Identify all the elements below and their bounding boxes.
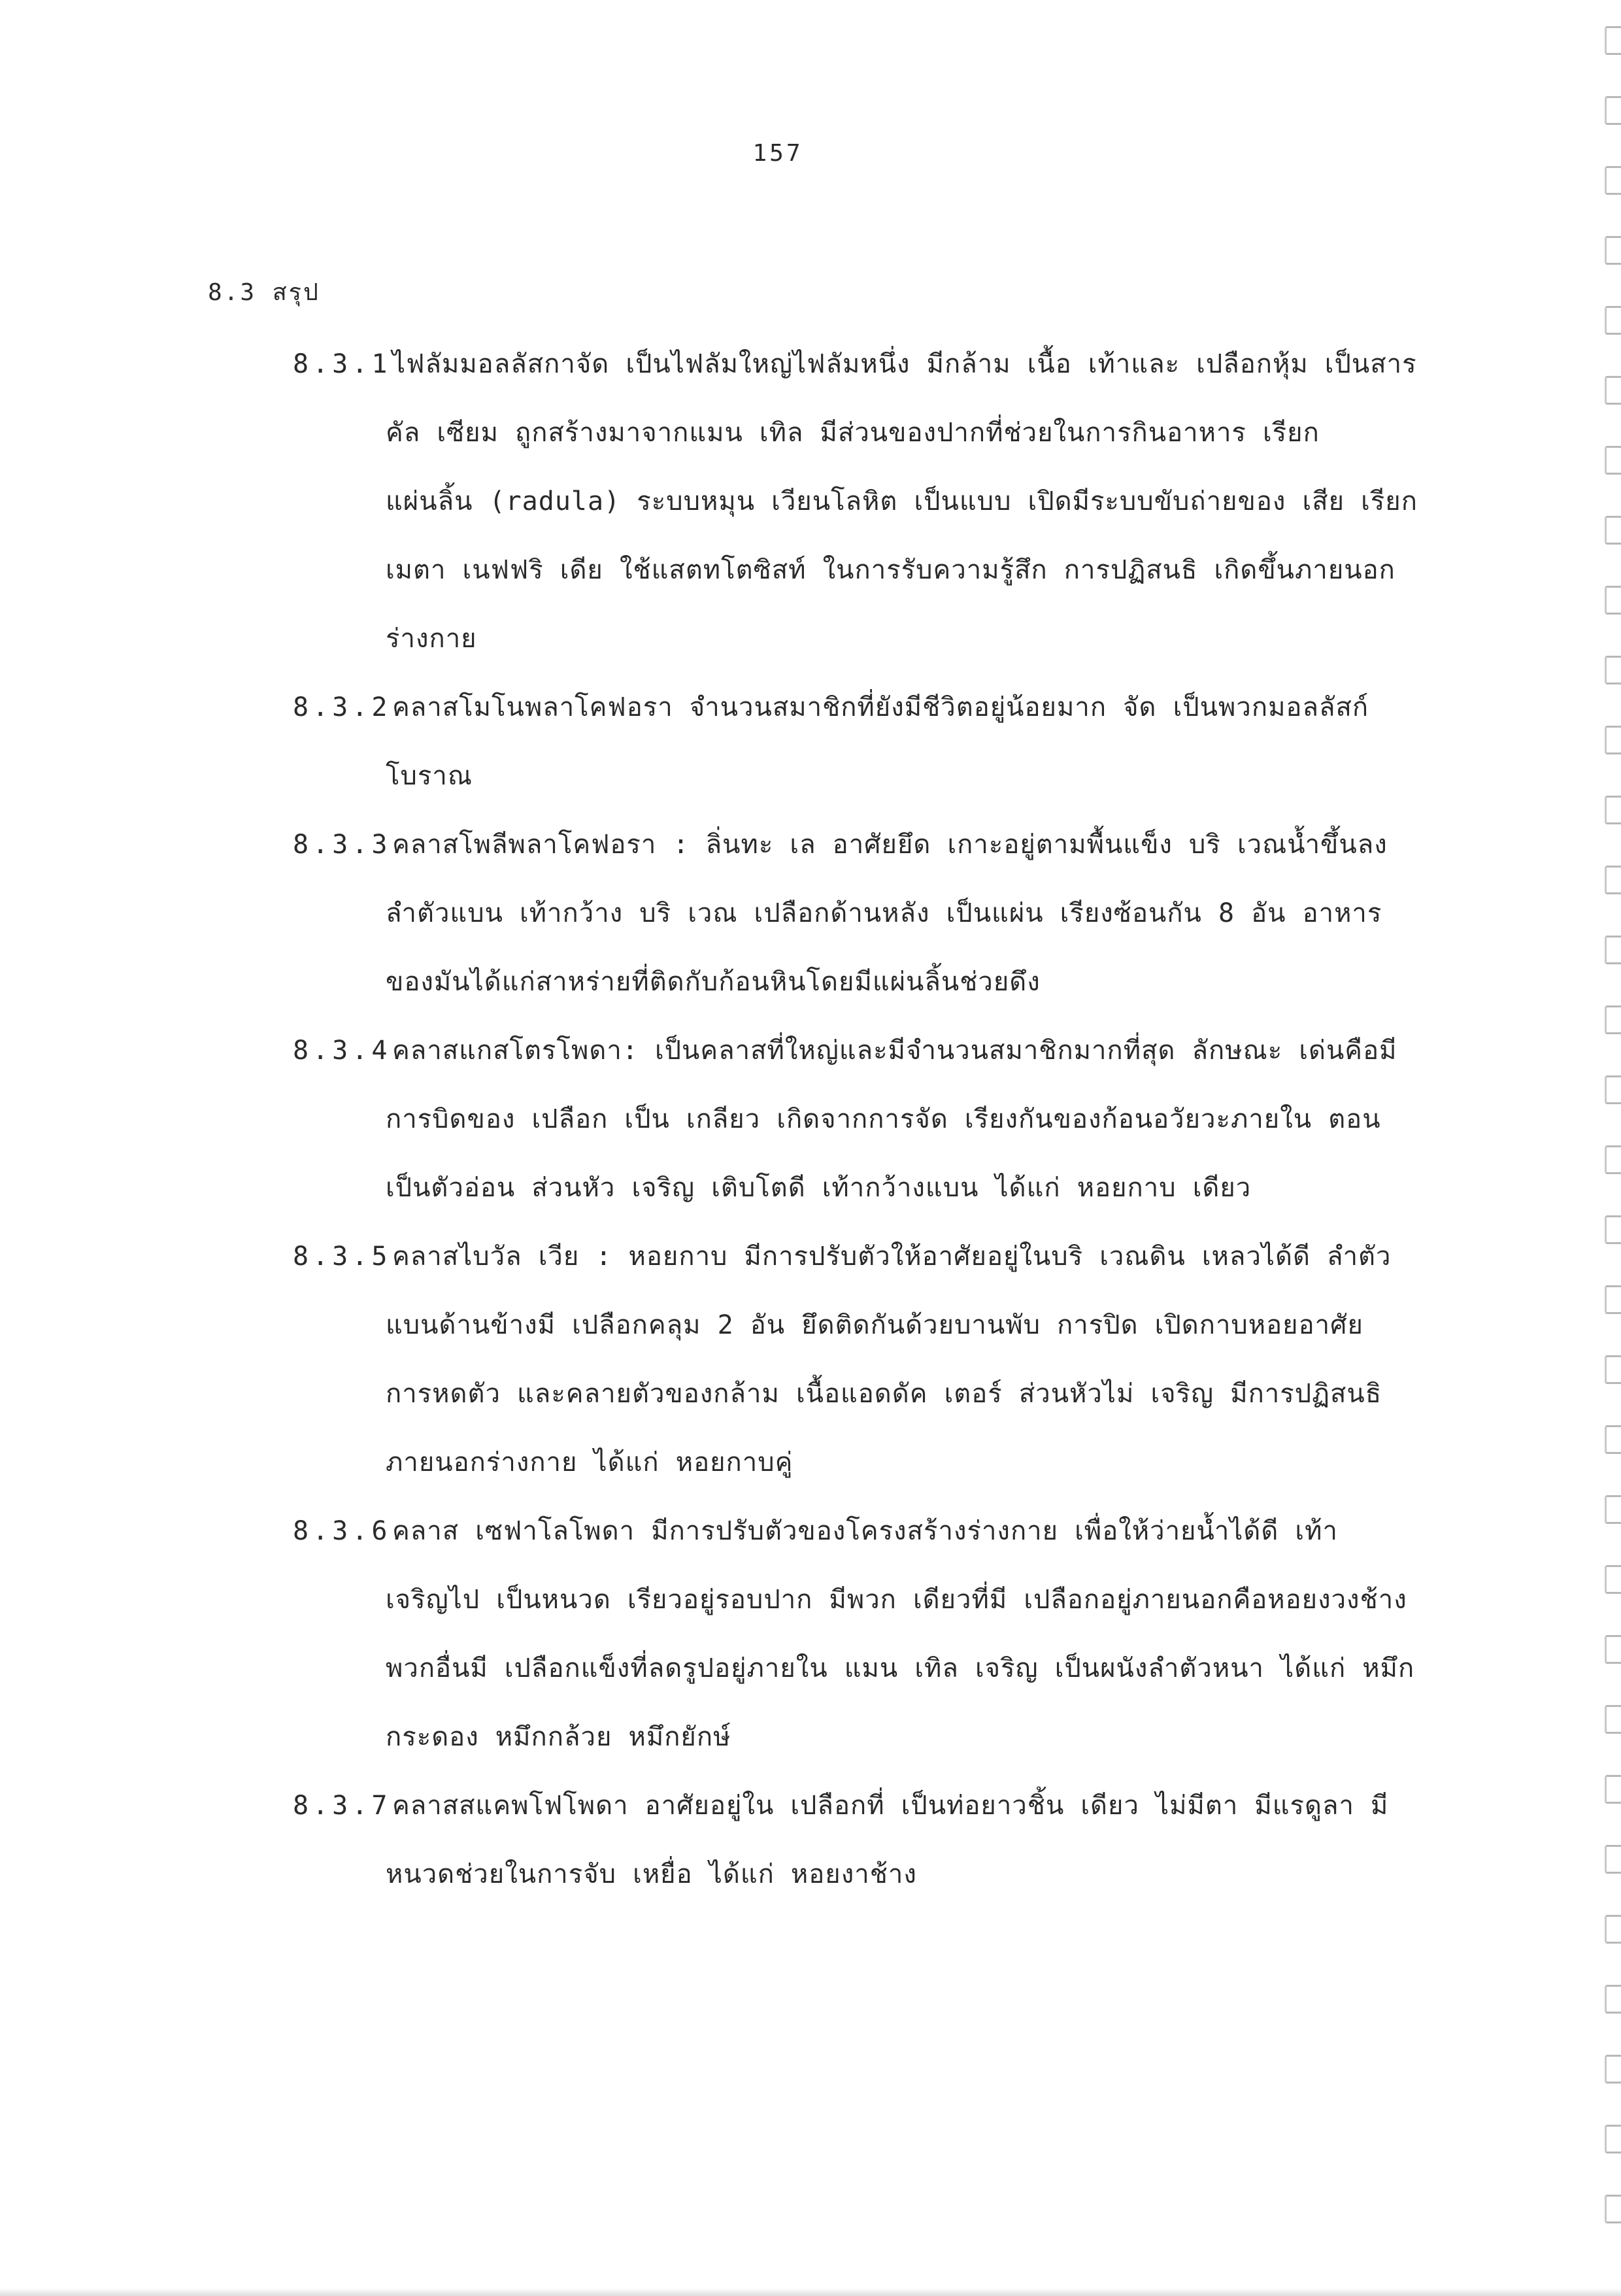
binder-hole (1605, 2195, 1621, 2223)
binder-hole (1605, 1985, 1621, 2014)
binder-hole (1605, 1145, 1621, 1174)
line-text: แผ่นลิ้น (radula) ระบบหมุน เวียนโลหิต เป็นแบบ เปิดมีระบบขับถ่ายของ เสีย เรียก (386, 486, 1418, 516)
item-number: 8.3.2 (293, 692, 392, 722)
summary-item (0, 1497, 1621, 1772)
text-line (0, 330, 1621, 399)
text-line (0, 1085, 1621, 1154)
line-text: ของมันได้แก่สาหร่ายที่ติดกับก้อนหินโดยมีแผ่นลิ้นช่วยดึง (386, 967, 1041, 997)
summary-item (0, 811, 1621, 1017)
text-line (0, 1634, 1621, 1703)
text-line (0, 1497, 1621, 1566)
text-line (0, 1772, 1621, 1840)
binder-hole (1605, 516, 1621, 545)
item-number: 8.3.7 (293, 1791, 392, 1821)
binder-hole (1605, 586, 1621, 615)
binder-hole (1605, 1845, 1621, 1874)
line-text: เป็นตัวอ่อน ส่วนหัว เจริญ เติบโตดี เท้ากว้างแบน ได้แก่ หอยกาบ เดียว (386, 1173, 1252, 1203)
line-text: ภายนอกร่างกาย ได้แก่ หอยกาบคู่ (386, 1447, 794, 1477)
line-text: กระดอง หมึกกล้วย หมึกยักษ์ (386, 1722, 731, 1752)
binder-hole (1605, 1705, 1621, 1734)
binder-hole (1605, 1775, 1621, 1804)
binder-hole (1605, 1425, 1621, 1454)
binder-hole (1605, 1005, 1621, 1034)
line-text: แบนด้านข้างมี เปลือกคลุม 2 อัน ยึดติดกันด้วยบานพับ การปิด เปิดกาบหอยอาศัย (386, 1310, 1363, 1340)
line-text: คลาสสแคพโฟโพดา อาศัยอยู่ใน เปลือกที่ เป็นท่อยาวชิ้น เดียว ไม่มีตา มีแรดูลา มี (392, 1791, 1389, 1821)
line-text: คลาสไบวัล เวีย : หอยกาบ มีการปรับตัวให้อาศัยอยู่ในบริ เวณดิน เหลวได้ดี ลำตัว (392, 1241, 1392, 1272)
line-text: พวกอื่นมี เปลือกแข็งที่ลดรูปอยู่ภายใน แมน เทิล เจริญ เป็นผนังลำตัวหนา ได้แก่ หมึก (386, 1653, 1415, 1683)
page-number: 157 (752, 140, 803, 167)
text-line (0, 399, 1621, 467)
binder-hole (1605, 1075, 1621, 1104)
summary-item (0, 1223, 1621, 1497)
line-text: หนวดช่วยในการจับ เหยื่อ ได้แก่ หอยงาช้าง (386, 1859, 917, 1889)
binder-hole (1605, 2125, 1621, 2153)
summary-content (0, 330, 1621, 1909)
line-text: โบราณ (386, 761, 473, 791)
line-text: คลาสโมโนพลาโคฟอรา จำนวนสมาชิกที่ยังมีชีวิตอยู่น้อยมาก จัด เป็นพวกมอลลัสก์ (392, 692, 1369, 722)
line-text: ไฟลัมมอลลัสกาจัด เป็นไฟลัมใหญ่ไฟลัมหนึ่ง มีกล้าม เนื้อ เท้าและ เปลือกหุ้ม เป็นสาร (392, 349, 1417, 379)
text-line (0, 1703, 1621, 1772)
binder-hole (1605, 1355, 1621, 1384)
text-line (0, 673, 1621, 742)
binder-hole (1605, 1915, 1621, 1944)
page-bottom-edge (0, 2288, 1621, 2296)
line-text: ลำตัวแบน เท้ากว้าง บริ เวณ เปลือกด้านหลัง เป็นแผ่น เรียงซ้อนกัน 8 อัน อาหาร (386, 898, 1382, 928)
item-number: 8.3.6 (293, 1516, 392, 1546)
text-line (0, 1017, 1621, 1085)
line-text: เจริญไป เป็นหนวด เรียวอยู่รอบปาก มีพวก เดียวที่มี เปลือกอยู่ภายนอกคือหอยงวงช้าง (386, 1585, 1407, 1615)
binder-hole (1605, 1495, 1621, 1524)
line-text: ร่างกาย (386, 624, 477, 654)
binder-hole (1605, 1635, 1621, 1664)
text-line (0, 948, 1621, 1017)
summary-item (0, 1017, 1621, 1223)
text-line (0, 1154, 1621, 1223)
line-text: การบิดของ เปลือก เป็น เกลียว เกิดจากการจัด เรียงกันของก้อนอวัยวะภายใน ตอน (386, 1104, 1381, 1134)
binder-hole (1605, 26, 1621, 55)
text-line (0, 879, 1621, 948)
text-line (0, 1291, 1621, 1360)
text-line (0, 536, 1621, 605)
line-text: คลาสโพลีพลาโคฟอรา : ลิ่นทะ เล อาศัยยึด เกาะอยู่ตามพื้นแข็ง บริ เวณน้ำขึ้นลง (392, 830, 1388, 860)
line-text: คัล เซียม ถูกสร้างมาจากแมน เทิล มีส่วนของปากที่ช่วยในการกินอาหาร เรียก (386, 418, 1320, 448)
item-number: 8.3.1 (293, 349, 392, 379)
binder-hole (1605, 1565, 1621, 1594)
line-text: คลาส เซฟาโลโพดา มีการปรับตัวของโครงสร้างร่างกาย เพื่อให้ว่ายน้ำได้ดี เท้า (392, 1516, 1338, 1546)
text-line (0, 811, 1621, 879)
text-line (0, 1840, 1621, 1909)
binder-edge (1582, 26, 1621, 2275)
binder-hole (1605, 866, 1621, 894)
binder-hole (1605, 96, 1621, 125)
summary-item (0, 673, 1621, 811)
summary-item (0, 1772, 1621, 1909)
text-line (0, 1428, 1621, 1497)
binder-hole (1605, 2055, 1621, 2084)
binder-hole (1605, 1215, 1621, 1244)
binder-hole (1605, 1285, 1621, 1314)
line-text: การหดตัว และคลายตัวของกล้าม เนื้อแอดดัค เตอร์ ส่วนหัวไม่ เจริญ มีการปฏิสนธิ (386, 1379, 1382, 1409)
binder-hole (1605, 236, 1621, 265)
line-text: เมตา เนฟฟริ เดีย ใช้แสตทโตซิสท์ ในการรับความรู้สึก การปฏิสนธิ เกิดขึ้นภายนอก (386, 555, 1395, 585)
binder-hole (1605, 726, 1621, 754)
text-line (0, 467, 1621, 536)
binder-hole (1605, 166, 1621, 195)
binder-hole (1605, 306, 1621, 335)
text-line (0, 742, 1621, 811)
text-line (0, 605, 1621, 673)
binder-hole (1605, 936, 1621, 964)
item-number: 8.3.5 (293, 1241, 392, 1272)
item-number: 8.3.3 (293, 830, 392, 860)
summary-item (0, 330, 1621, 673)
binder-hole (1605, 376, 1621, 405)
line-text: คลาสแกสโตรโพดา: เป็นคลาสที่ใหญ่และมีจำนวนสมาชิกมากที่สุด ลักษณะ เด่นคือมี (392, 1036, 1397, 1066)
text-line (0, 1360, 1621, 1428)
section-heading: 8.3 สรุป (208, 279, 320, 306)
item-number: 8.3.4 (293, 1036, 392, 1066)
text-line (0, 1223, 1621, 1291)
text-line (0, 1566, 1621, 1634)
binder-hole (1605, 446, 1621, 475)
binder-hole (1605, 656, 1621, 684)
binder-hole (1605, 796, 1621, 824)
